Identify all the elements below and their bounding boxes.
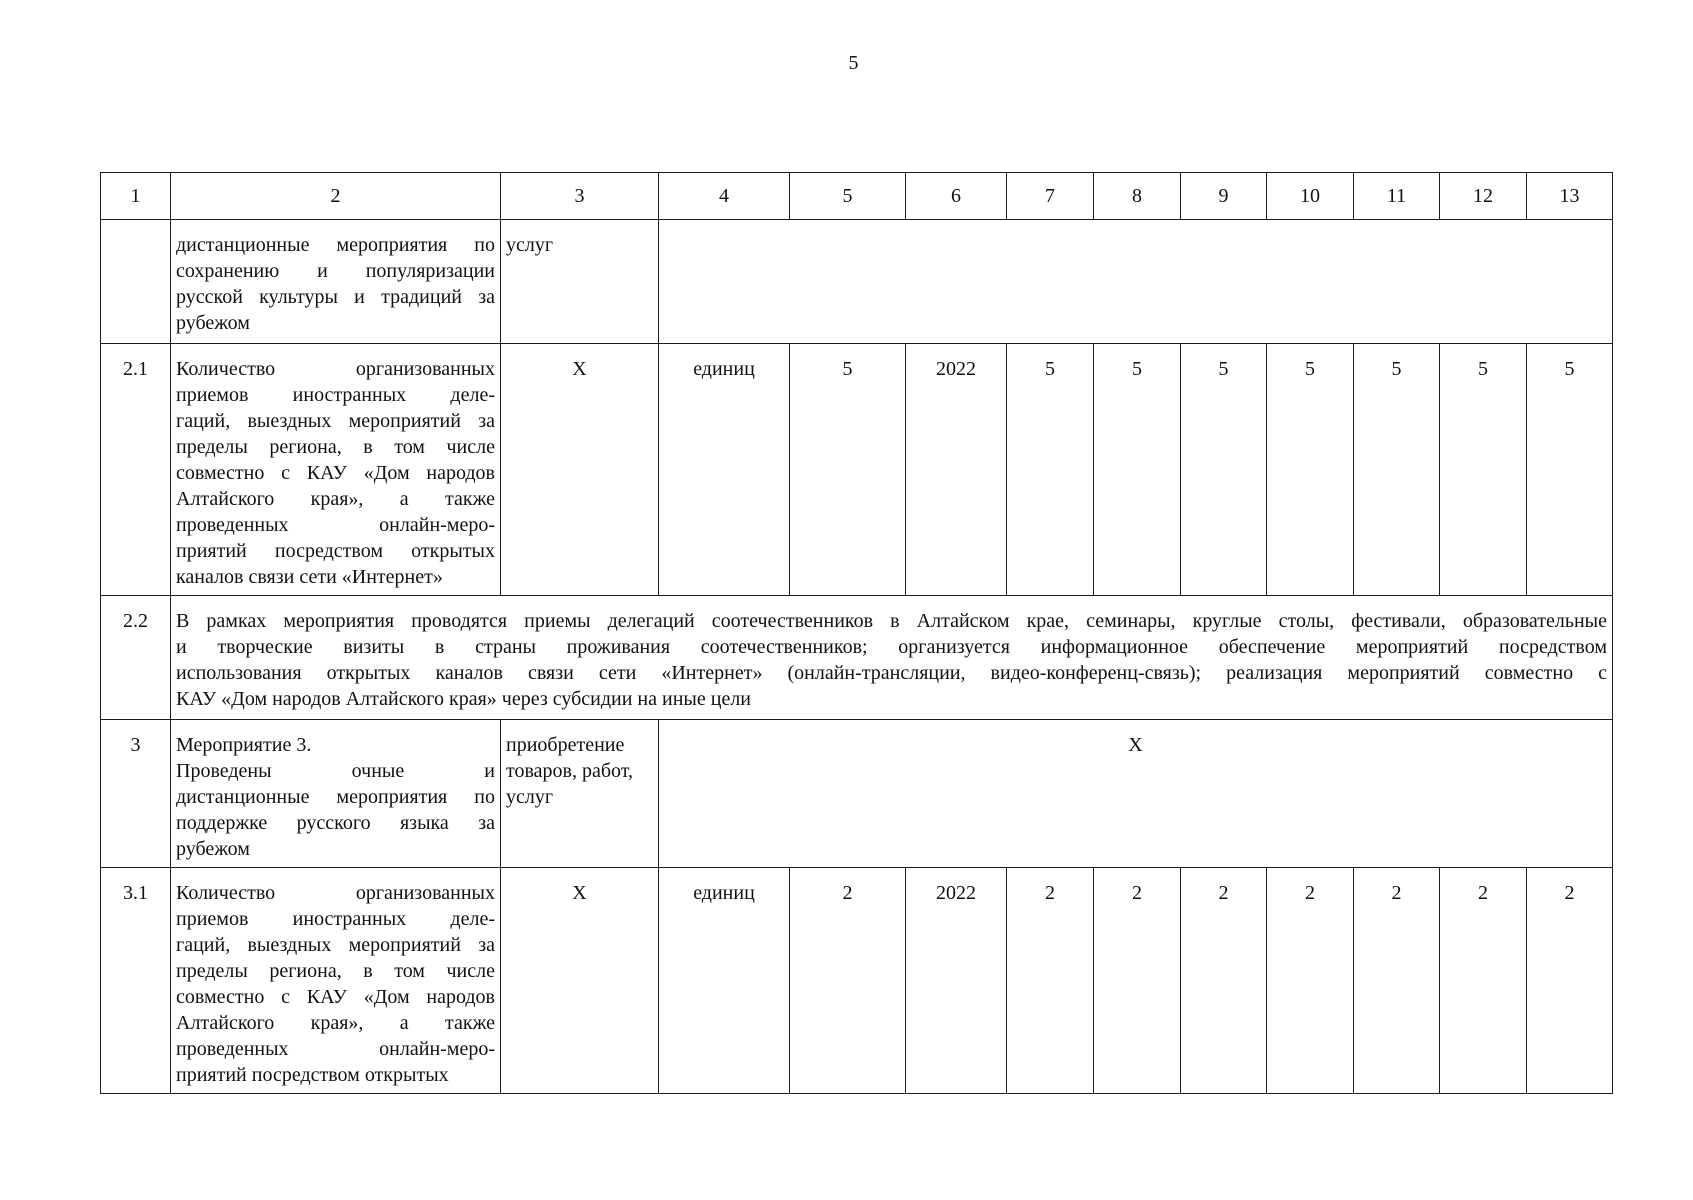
row-number-cell: 2.2 (101, 596, 171, 720)
header-cell: 2 (171, 173, 501, 220)
base-year-cell: 2022 (906, 868, 1007, 1094)
header-cell: 8 (1094, 173, 1181, 220)
year-value-cell: 2 (1181, 868, 1267, 1094)
header-cell: 10 (1267, 173, 1354, 220)
year-value-cell: 5 (1527, 344, 1613, 596)
event-note-cell: В рамках мероприятия проводятся приемы делегаций соотечественников в Алтайском крае, семинары, круглые столы, фестивали, образовательные и творческие визиты в страны проживания соотечественников; организуется информационное обеспечение мероприятий посредством использования открытых каналов связи сети «Интернет» (онлайн-трансляции, видео-конференц-связь); реализация мероприятий совместно с КАУ «Дом народов Алтайского края» через субсидии на иные цели (171, 596, 1613, 720)
base-value-cell: 5 (790, 344, 906, 596)
expense-type-cell: приобретение товаров, работ, услуг (501, 720, 659, 868)
row-number-cell: 3 (101, 720, 171, 868)
merged-value-cell: Х (659, 720, 1613, 868)
table-row-continuation (101, 220, 1613, 344)
base-value-cell: 2 (790, 868, 906, 1094)
expense-type-cell: услуг (501, 220, 659, 344)
year-value-cell: 2 (1527, 868, 1613, 1094)
year-value-cell: 2 (1007, 868, 1094, 1094)
event-description-cell: Мероприятие 3. Проведены очные и дистанционные мероприятия по поддержке русского языка за рубежом (171, 720, 501, 868)
unit-cell: единиц (659, 868, 790, 1094)
year-value-cell: 5 (1267, 344, 1354, 596)
table-row-2-2 (101, 596, 1613, 720)
year-value-cell: 5 (1007, 344, 1094, 596)
page-number: 5 (848, 52, 859, 74)
indicators-table (100, 172, 1613, 1094)
unit-cell: единиц (659, 344, 790, 596)
table-row-2-1 (101, 344, 1613, 596)
base-year-cell: 2022 (906, 344, 1007, 596)
header-cell: 12 (1440, 173, 1527, 220)
header-cell: 6 (906, 173, 1007, 220)
row-number-cell: 3.1 (101, 868, 171, 1094)
year-value-cell: 2 (1094, 868, 1181, 1094)
year-value-cell: 2 (1267, 868, 1354, 1094)
year-value-cell: 5 (1094, 344, 1181, 596)
header-cell: 5 (790, 173, 906, 220)
header-cell: 11 (1354, 173, 1440, 220)
header-cell: 9 (1181, 173, 1267, 220)
year-value-cell: 5 (1354, 344, 1440, 596)
header-cell: 7 (1007, 173, 1094, 220)
header-cell: 3 (501, 173, 659, 220)
year-value-cell: 2 (1354, 868, 1440, 1094)
indicator-description-cell: Количество организованных приемов иностранных деле- гаций, выездных мероприятий за пределы региона, в том числе совместно с КАУ «Дом народов Алтайского края», а также проведенных онлайн-меро- приятий посредством открытых каналов связи сети «Интернет» (171, 344, 501, 596)
year-value-cell: 2 (1440, 868, 1527, 1094)
row-number-cell: 2.1 (101, 344, 171, 596)
event-description-cell: дистанционные мероприятия по сохранению и популяризации русской культуры и традиций за рубежом (171, 220, 501, 344)
expense-type-cell: Х (501, 868, 659, 1094)
header-cell: 1 (101, 173, 171, 220)
merged-empty-cell (659, 220, 1613, 344)
table-row-3-1 (101, 868, 1613, 1094)
header-row (101, 173, 1613, 220)
year-value-cell: 5 (1181, 344, 1267, 596)
indicator-description-cell: Количество организованных приемов иностранных деле- гаций, выездных мероприятий за пределы региона, в том числе совместно с КАУ «Дом народов Алтайского края», а также проведенных онлайн-меро- приятий посредством открытых (171, 868, 501, 1094)
row-number-cell (101, 220, 171, 344)
header-cell: 4 (659, 173, 790, 220)
year-value-cell: 5 (1440, 344, 1527, 596)
expense-type-cell: Х (501, 344, 659, 596)
table-row-3 (101, 720, 1613, 868)
header-cell: 13 (1527, 173, 1613, 220)
